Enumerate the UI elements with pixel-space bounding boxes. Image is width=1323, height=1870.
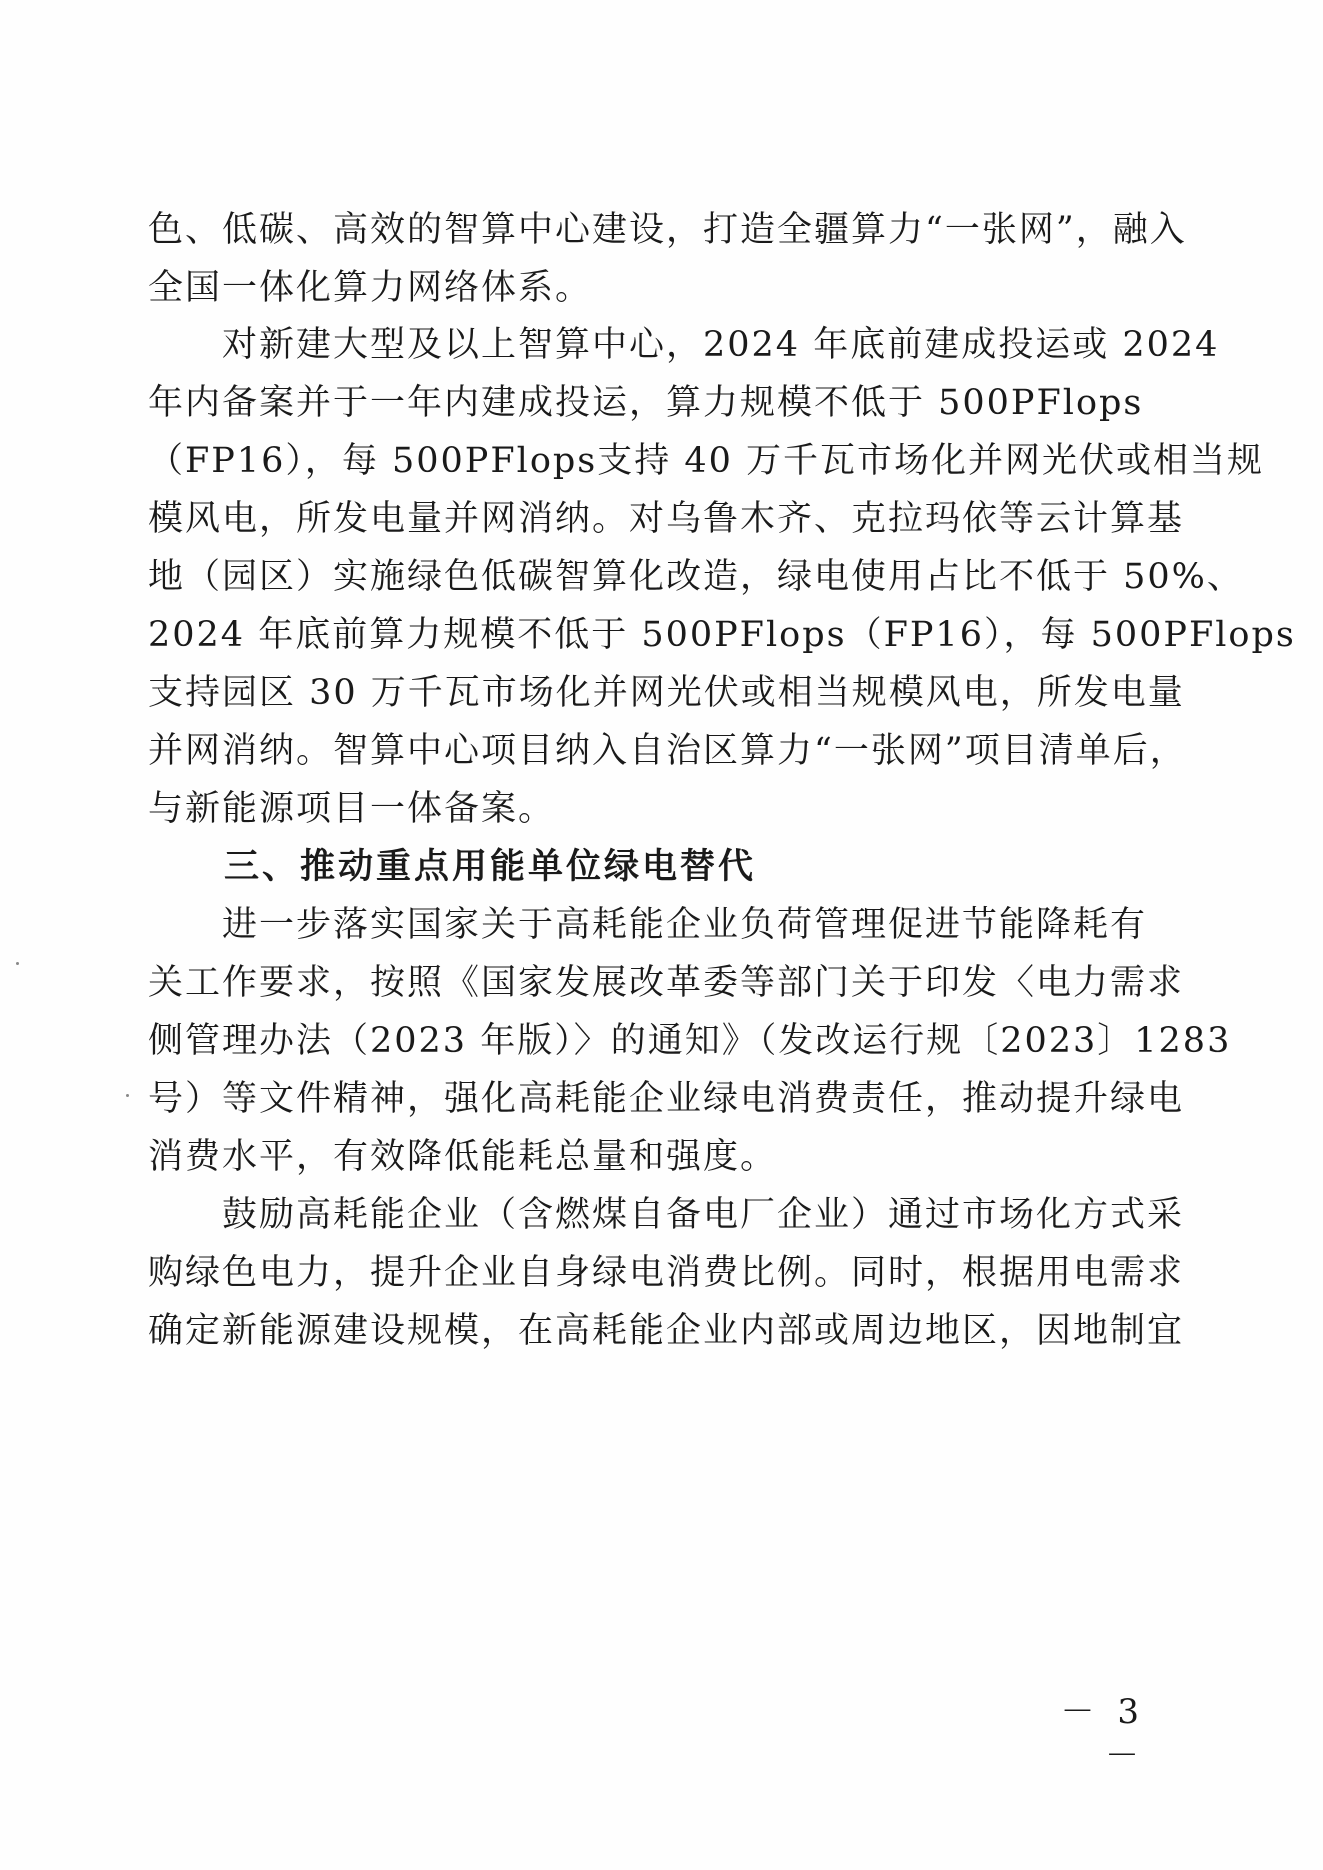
body-line: 全国一体化算力网络体系。	[148, 268, 593, 308]
body-line: 确定新能源建设规模，在高耗能企业内部或周边地区，因地制宜	[148, 1311, 1185, 1351]
body-line: 进一步落实国家关于高耗能企业负荷管理促进节能降耗有	[148, 905, 1148, 945]
body-line: 支持园区 30 万千瓦市场化并网光伏或相当规模风电，所发电量	[148, 673, 1185, 713]
body-line: 地（园区）实施绿色低碳智算化改造，绿电使用占比不低于 50%、	[148, 557, 1244, 597]
body-line: 与新能源项目一体备案。	[148, 789, 556, 829]
body-line: 对新建大型及以上智算中心，2024 年底前建成投运或 2024	[148, 325, 1220, 365]
body-line: 关工作要求，按照《国家发展改革委等部门关于印发〈电力需求	[148, 963, 1185, 1003]
body-line: 号）等文件精神，强化高耗能企业绿电消费责任，推动提升绿电	[148, 1079, 1185, 1119]
body-line: 色、低碳、高效的智算中心建设，打造全疆算力“一张网”，融入	[148, 210, 1187, 250]
body-line: 并网消纳。智算中心项目纳入自治区算力“一张网”项目清单后，	[148, 731, 1187, 771]
scan-speck	[16, 962, 19, 965]
body-line: 鼓励高耗能企业（含燃煤自备电厂企业）通过市场化方式采	[148, 1195, 1185, 1235]
scan-speck	[126, 1094, 129, 1097]
body-line: 购绿色电力，提升企业自身绿电消费比例。同时，根据用电需求	[148, 1253, 1185, 1293]
body-line: 2024 年底前算力规模不低于 500PFlops（FP16），每 500PFlops	[148, 615, 1296, 655]
body-line: 侧管理办法（2023 年版）〉的通知》（发改运行规〔2023〕1283	[148, 1021, 1232, 1061]
body-line: 消费水平，有效降低能耗总量和强度。	[148, 1137, 778, 1177]
page-number: － 3 －	[1060, 1692, 1145, 1776]
body-line: 年内备案并于一年内建成投运，算力规模不低于 500PFlops	[148, 383, 1144, 423]
body-line: （FP16），每 500PFlops支持 40 万千瓦市场化并网光伏或相当规	[148, 441, 1265, 481]
body-line: 模风电，所发电量并网消纳。对乌鲁木齐、克拉玛依等云计算基	[148, 499, 1185, 539]
section-heading: 三、推动重点用能单位绿电替代	[148, 847, 757, 887]
